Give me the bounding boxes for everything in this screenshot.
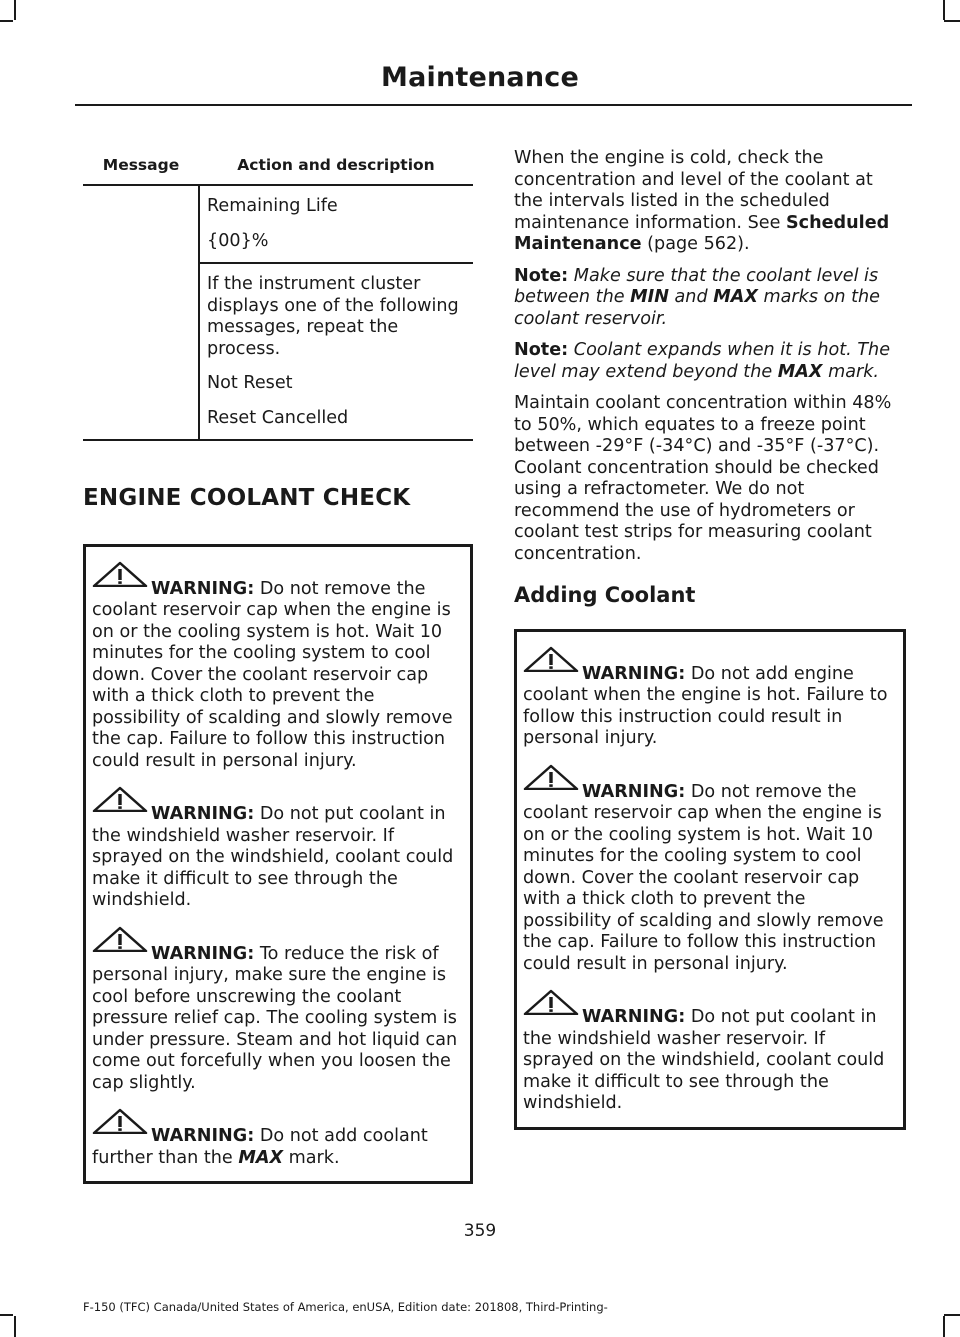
warning-item	[523, 989, 897, 1115]
warning-text	[523, 1007, 897, 1115]
warning-text	[92, 804, 464, 912]
warning-text	[523, 782, 897, 976]
header-divider	[75, 104, 912, 106]
warning-label: WARNING:	[582, 663, 686, 684]
page-number: 359	[463, 1221, 497, 1241]
warning-body: Do not remove the coolant reservoir cap when the engine is on or the cooling system is hot. Wait 10 minutes for the cooling system to cool down. Cover the coolant reservoir cap with a thick cloth to prevent the possibility of scalding and slowly remove the cap. Failure to follow this instruction could result in personal injury.	[523, 781, 884, 974]
warning-item	[92, 1108, 464, 1169]
action-text: Not Reset	[207, 373, 293, 393]
message-table	[83, 148, 473, 441]
warning-label: WARNING:	[582, 1007, 686, 1027]
scheduled-maintenance-link[interactable]: Scheduled Maintenance	[514, 212, 890, 254]
warning-item	[523, 646, 897, 750]
note-paragraph	[514, 340, 906, 383]
table-row	[83, 185, 473, 263]
note-text: Make sure that the coolant level is between the	[514, 265, 879, 307]
max-mark-text: MAX	[238, 1147, 284, 1168]
crop-mark	[14, 1316, 16, 1337]
table-cell-message	[83, 185, 199, 440]
warning-text	[92, 1126, 464, 1169]
note-text: mark.	[822, 361, 880, 382]
table-header-row	[83, 148, 473, 185]
action-text: {00}%	[207, 230, 269, 251]
warning-text	[523, 664, 897, 750]
warning-body: Do not add coolant further than the	[92, 1126, 428, 1168]
section-heading: ENGINE COOLANT CHECK	[83, 485, 411, 511]
intro-paragraph	[514, 148, 906, 256]
warning-item	[92, 926, 464, 1095]
warning-body: mark.	[283, 1147, 340, 1168]
crop-mark	[0, 1314, 13, 1316]
warning-box	[83, 544, 473, 1185]
table-cell-action	[199, 263, 473, 440]
note-text: Coolant expands when it is hot. The level may extend beyond the	[514, 340, 891, 382]
crop-mark	[944, 1314, 960, 1316]
warning-item	[92, 561, 464, 773]
warning-item	[523, 764, 897, 976]
warning-text	[92, 579, 464, 773]
column-header-message: Message	[83, 148, 199, 185]
note-label: Note:	[514, 340, 569, 360]
warning-text	[92, 944, 464, 1095]
page-reference: (page 562).	[641, 234, 750, 254]
warning-label: WARNING:	[151, 943, 255, 964]
subsection-heading: Adding Coolant	[514, 583, 696, 607]
footer-edition-text: F-150 (TFC) Canada/United States of America, enUSA, Edition date: 201808, Third-Printing-	[83, 1300, 608, 1314]
action-text: Remaining Life	[207, 196, 338, 216]
warning-label: WARNING:	[151, 1126, 255, 1146]
warning-label: WARNING:	[151, 578, 255, 599]
max-mark-text: MAX	[777, 361, 823, 382]
crop-mark	[943, 1316, 945, 1337]
min-mark-text: MIN	[630, 287, 669, 307]
warning-label: WARNING:	[151, 804, 255, 824]
warning-box	[514, 629, 906, 1130]
page-title: Maintenance	[381, 62, 579, 93]
concentration-paragraph: Maintain coolant concentration within 48% to 50%, which equates to a freeze point between -29°F (-34°C) and -35°F (-37°C). Coolant concentration should be checked using a refractometer. We do not recommend the use of hydrometers or coolant test strips for measuring coolant concentration.	[514, 393, 892, 564]
warning-label: WARNING:	[582, 781, 686, 802]
crop-mark	[943, 0, 945, 20]
warning-body: Do not put coolant in the windshield washer reservoir. If sprayed on the windshield, coolant could make it difficult to see through the windshield.	[92, 804, 454, 910]
note-paragraph	[514, 266, 906, 331]
note-text: marks on the coolant reservoir.	[514, 287, 880, 329]
note-label: Note:	[514, 265, 569, 286]
table-cell-action	[199, 185, 473, 263]
warning-body: Do not put coolant in the windshield washer reservoir. If sprayed on the windshield, coolant could make it difficult to see through the windshield.	[523, 1007, 885, 1113]
warning-body: Do not remove the coolant reservoir cap when the engine is on or the cooling system is hot. Wait 10 minutes for the cooling system to cool down. Cover the coolant reservoir cap with a thick cloth to prevent the possibility of scalding and slowly remove the cap. Failure to follow this instruction could result in personal injury.	[92, 578, 453, 771]
right-column	[514, 148, 906, 1130]
intro-text: When the engine is cold, check the concentration and level of the coolant at the intervals listed in the scheduled maintenance information. See	[514, 148, 873, 233]
note-text: and	[668, 287, 714, 307]
warning-item	[92, 786, 464, 912]
crop-mark	[0, 20, 13, 22]
column-header-action: Action and description	[199, 148, 473, 185]
action-text: If the instrument cluster displays one of the following messages, repeat the process.	[207, 274, 459, 359]
max-mark-text: MAX	[713, 287, 758, 307]
warning-body: Do not add engine coolant when the engine is hot. Failure to follow this instruction could result in personal injury.	[523, 663, 888, 748]
left-column	[83, 148, 473, 1184]
action-text: Reset Cancelled	[207, 407, 349, 428]
warning-body: To reduce the risk of personal injury, make sure the engine is cool before unscrewing the coolant pressure relief cap. The cooling system is under pressure. Steam and hot liquid can come out forcefully when you loosen the cap slightly.	[92, 943, 458, 1093]
crop-mark	[14, 0, 16, 20]
crop-mark	[944, 20, 960, 22]
